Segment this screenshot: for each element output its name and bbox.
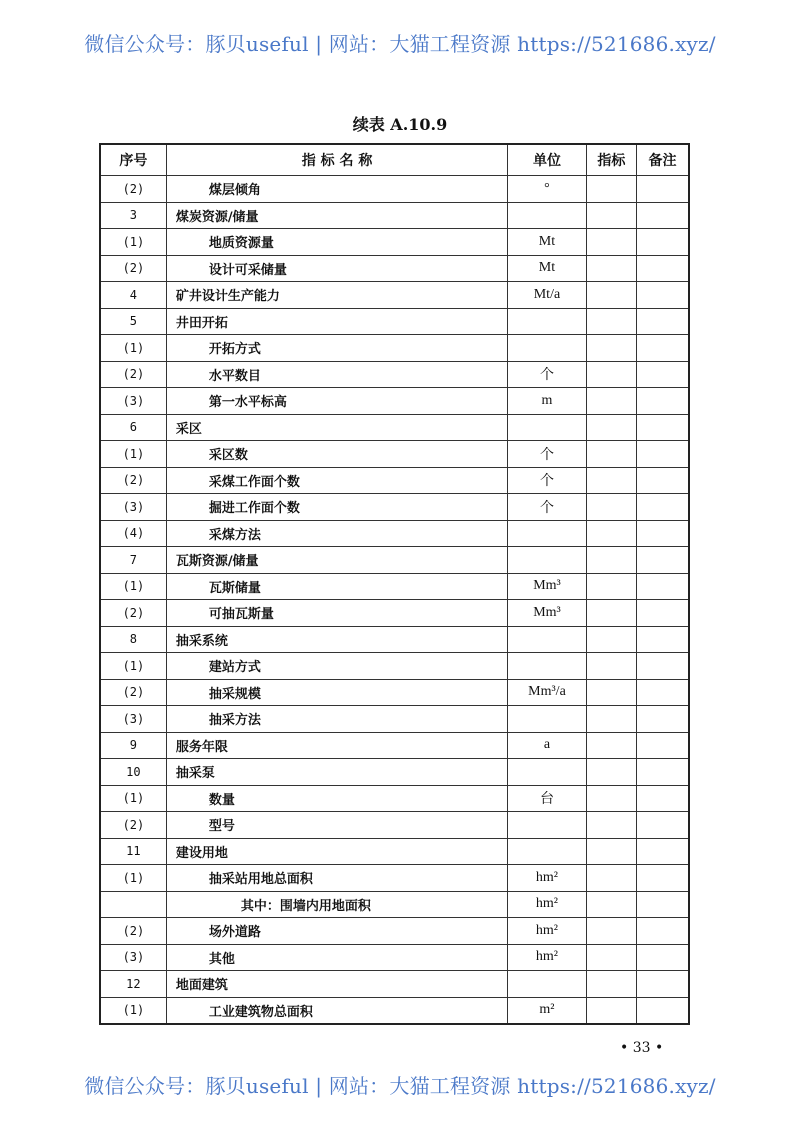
row-serial: (2) — [100, 679, 166, 706]
row-remarks — [636, 202, 689, 229]
row-indicator — [586, 388, 636, 415]
row-indicator — [586, 520, 636, 547]
row-name: 建站方式 — [166, 653, 507, 680]
row-indicator — [586, 918, 636, 945]
row-remarks — [636, 918, 689, 945]
row-serial: 9 — [100, 732, 166, 759]
row-unit — [508, 812, 586, 839]
row-name: 抽采泵 — [166, 759, 507, 786]
row-remarks — [636, 679, 689, 706]
row-serial: (4) — [100, 520, 166, 547]
row-unit: hm² — [508, 944, 586, 971]
row-unit: Mm³ — [508, 600, 586, 627]
header-name: 指 标 名 称 — [166, 144, 507, 176]
row-name: 瓦斯资源/储量 — [166, 547, 507, 574]
row-serial: 7 — [100, 547, 166, 574]
row-indicator — [586, 785, 636, 812]
row-indicator — [586, 759, 636, 786]
row-serial: 3 — [100, 202, 166, 229]
row-serial: (1) — [100, 335, 166, 362]
row-remarks — [636, 255, 689, 282]
row-serial: (1) — [100, 997, 166, 1024]
row-unit: 个 — [508, 467, 586, 494]
row-indicator — [586, 891, 636, 918]
row-serial: (2) — [100, 600, 166, 627]
row-remarks — [636, 494, 689, 521]
table-row — [100, 918, 689, 945]
row-indicator — [586, 255, 636, 282]
header-indicator: 指标 — [586, 144, 636, 176]
table-row — [100, 891, 689, 918]
table-row — [100, 202, 689, 229]
row-indicator — [586, 679, 636, 706]
row-name: 抽采规模 — [166, 679, 507, 706]
row-serial: (1) — [100, 229, 166, 256]
table-row — [100, 282, 689, 309]
row-remarks — [636, 308, 689, 335]
row-serial: (1) — [100, 865, 166, 892]
row-remarks — [636, 997, 689, 1024]
row-name: 采区 — [166, 414, 507, 441]
indicator-table — [99, 143, 690, 1025]
row-unit: hm² — [508, 891, 586, 918]
row-remarks — [636, 441, 689, 468]
row-serial: (3) — [100, 944, 166, 971]
row-name: 设计可采储量 — [166, 255, 507, 282]
row-serial: (2) — [100, 467, 166, 494]
row-indicator — [586, 732, 636, 759]
row-unit: 个 — [508, 361, 586, 388]
table-row — [100, 388, 689, 415]
row-serial: (3) — [100, 388, 166, 415]
row-unit — [508, 308, 586, 335]
row-remarks — [636, 600, 689, 627]
row-unit: Mt — [508, 229, 586, 256]
table-row — [100, 467, 689, 494]
row-unit — [508, 838, 586, 865]
row-serial: 10 — [100, 759, 166, 786]
row-indicator — [586, 229, 636, 256]
row-serial: (2) — [100, 361, 166, 388]
table-row — [100, 838, 689, 865]
row-remarks — [636, 732, 689, 759]
row-unit — [508, 759, 586, 786]
row-serial: 5 — [100, 308, 166, 335]
table-row — [100, 971, 689, 998]
table-row — [100, 335, 689, 362]
table-row — [100, 997, 689, 1024]
row-indicator — [586, 997, 636, 1024]
row-name: 煤层倾角 — [166, 176, 507, 203]
table-row — [100, 626, 689, 653]
row-name: 采煤工作面个数 — [166, 467, 507, 494]
table-row — [100, 308, 689, 335]
table-row — [100, 255, 689, 282]
row-indicator — [586, 176, 636, 203]
row-name: 瓦斯储量 — [166, 573, 507, 600]
row-remarks — [636, 653, 689, 680]
row-name: 采区数 — [166, 441, 507, 468]
row-unit: a — [508, 732, 586, 759]
row-serial: (3) — [100, 494, 166, 521]
table-header-row — [100, 144, 689, 176]
row-name: 矿井设计生产能力 — [166, 282, 507, 309]
row-unit — [508, 706, 586, 733]
row-indicator — [586, 653, 636, 680]
row-remarks — [636, 414, 689, 441]
row-serial: (2) — [100, 812, 166, 839]
row-remarks — [636, 944, 689, 971]
table-row — [100, 414, 689, 441]
row-indicator — [586, 494, 636, 521]
table-row — [100, 494, 689, 521]
row-serial: (2) — [100, 176, 166, 203]
table-row — [100, 732, 689, 759]
table-row — [100, 679, 689, 706]
row-serial: 8 — [100, 626, 166, 653]
row-remarks — [636, 971, 689, 998]
row-serial: 12 — [100, 971, 166, 998]
row-unit: m² — [508, 997, 586, 1024]
row-unit — [508, 971, 586, 998]
row-remarks — [636, 229, 689, 256]
row-remarks — [636, 626, 689, 653]
header-serial: 序号 — [100, 144, 166, 176]
row-indicator — [586, 335, 636, 362]
row-name: 开拓方式 — [166, 335, 507, 362]
row-unit: Mt/a — [508, 282, 586, 309]
table-row — [100, 944, 689, 971]
row-indicator — [586, 865, 636, 892]
row-remarks — [636, 176, 689, 203]
table-row — [100, 865, 689, 892]
row-remarks — [636, 282, 689, 309]
row-name: 其他 — [166, 944, 507, 971]
watermark-bottom: 微信公众号：豚贝useful | 网站：大猫工程资源 https://521686.xyz/ — [84, 1074, 716, 1098]
row-name: 其中：围墙内用地面积 — [166, 891, 507, 918]
row-name: 井田开拓 — [166, 308, 507, 335]
table-row — [100, 573, 689, 600]
row-indicator — [586, 706, 636, 733]
row-remarks — [636, 335, 689, 362]
row-name: 建设用地 — [166, 838, 507, 865]
row-unit: 个 — [508, 494, 586, 521]
row-remarks — [636, 520, 689, 547]
row-remarks — [636, 467, 689, 494]
row-name: 抽采方法 — [166, 706, 507, 733]
row-unit — [508, 414, 586, 441]
row-name: 地质资源量 — [166, 229, 507, 256]
row-unit: hm² — [508, 918, 586, 945]
row-remarks — [636, 706, 689, 733]
table-row — [100, 441, 689, 468]
row-remarks — [636, 547, 689, 574]
table-row — [100, 600, 689, 627]
row-serial: 4 — [100, 282, 166, 309]
row-remarks — [636, 573, 689, 600]
table-row — [100, 176, 689, 203]
table-row — [100, 229, 689, 256]
row-serial: (1) — [100, 573, 166, 600]
row-serial: (2) — [100, 255, 166, 282]
row-indicator — [586, 282, 636, 309]
row-unit — [508, 520, 586, 547]
row-unit: 台 — [508, 785, 586, 812]
row-indicator — [586, 467, 636, 494]
table-row — [100, 785, 689, 812]
row-indicator — [586, 600, 636, 627]
row-unit: Mm³ — [508, 573, 586, 600]
row-name: 抽采系统 — [166, 626, 507, 653]
row-name: 掘进工作面个数 — [166, 494, 507, 521]
row-unit — [508, 653, 586, 680]
row-indicator — [586, 308, 636, 335]
row-remarks — [636, 812, 689, 839]
table-row — [100, 706, 689, 733]
row-remarks — [636, 759, 689, 786]
row-serial: (2) — [100, 918, 166, 945]
row-unit: ° — [508, 176, 586, 203]
table-body — [100, 176, 689, 1025]
row-name: 场外道路 — [166, 918, 507, 945]
row-unit — [508, 335, 586, 362]
header-unit: 单位 — [508, 144, 586, 176]
row-indicator — [586, 812, 636, 839]
page-number: • 33 • — [620, 1040, 664, 1056]
row-name: 服务年限 — [166, 732, 507, 759]
row-indicator — [586, 414, 636, 441]
row-serial: (3) — [100, 706, 166, 733]
row-remarks — [636, 838, 689, 865]
row-indicator — [586, 573, 636, 600]
row-remarks — [636, 865, 689, 892]
row-unit: hm² — [508, 865, 586, 892]
row-indicator — [586, 361, 636, 388]
row-remarks — [636, 388, 689, 415]
row-indicator — [586, 547, 636, 574]
row-serial: 11 — [100, 838, 166, 865]
row-unit — [508, 626, 586, 653]
row-remarks — [636, 785, 689, 812]
row-unit: Mm³/a — [508, 679, 586, 706]
table-row — [100, 759, 689, 786]
watermark-top: 微信公众号：豚贝useful | 网站：大猫工程资源 https://521686.xyz/ — [84, 32, 716, 56]
row-unit — [508, 202, 586, 229]
row-remarks — [636, 361, 689, 388]
table-row — [100, 361, 689, 388]
row-indicator — [586, 626, 636, 653]
row-name: 水平数目 — [166, 361, 507, 388]
row-indicator — [586, 202, 636, 229]
row-indicator — [586, 838, 636, 865]
row-name: 型号 — [166, 812, 507, 839]
row-name: 数量 — [166, 785, 507, 812]
header-remarks: 备注 — [636, 144, 689, 176]
row-indicator — [586, 441, 636, 468]
row-serial: (1) — [100, 653, 166, 680]
row-name: 第一水平标高 — [166, 388, 507, 415]
row-indicator — [586, 944, 636, 971]
row-unit: 个 — [508, 441, 586, 468]
table-title: 续表 A.10.9 — [352, 115, 448, 134]
row-unit: m — [508, 388, 586, 415]
row-unit: Mt — [508, 255, 586, 282]
row-serial — [100, 891, 166, 918]
row-name: 地面建筑 — [166, 971, 507, 998]
table-row — [100, 547, 689, 574]
row-name: 工业建筑物总面积 — [166, 997, 507, 1024]
row-remarks — [636, 891, 689, 918]
table-row — [100, 520, 689, 547]
row-name: 可抽瓦斯量 — [166, 600, 507, 627]
row-unit — [508, 547, 586, 574]
row-serial: 6 — [100, 414, 166, 441]
row-name: 抽采站用地总面积 — [166, 865, 507, 892]
table-row — [100, 653, 689, 680]
row-name: 采煤方法 — [166, 520, 507, 547]
table-row — [100, 812, 689, 839]
row-serial: (1) — [100, 441, 166, 468]
row-serial: (1) — [100, 785, 166, 812]
row-indicator — [586, 971, 636, 998]
row-name: 煤炭资源/储量 — [166, 202, 507, 229]
